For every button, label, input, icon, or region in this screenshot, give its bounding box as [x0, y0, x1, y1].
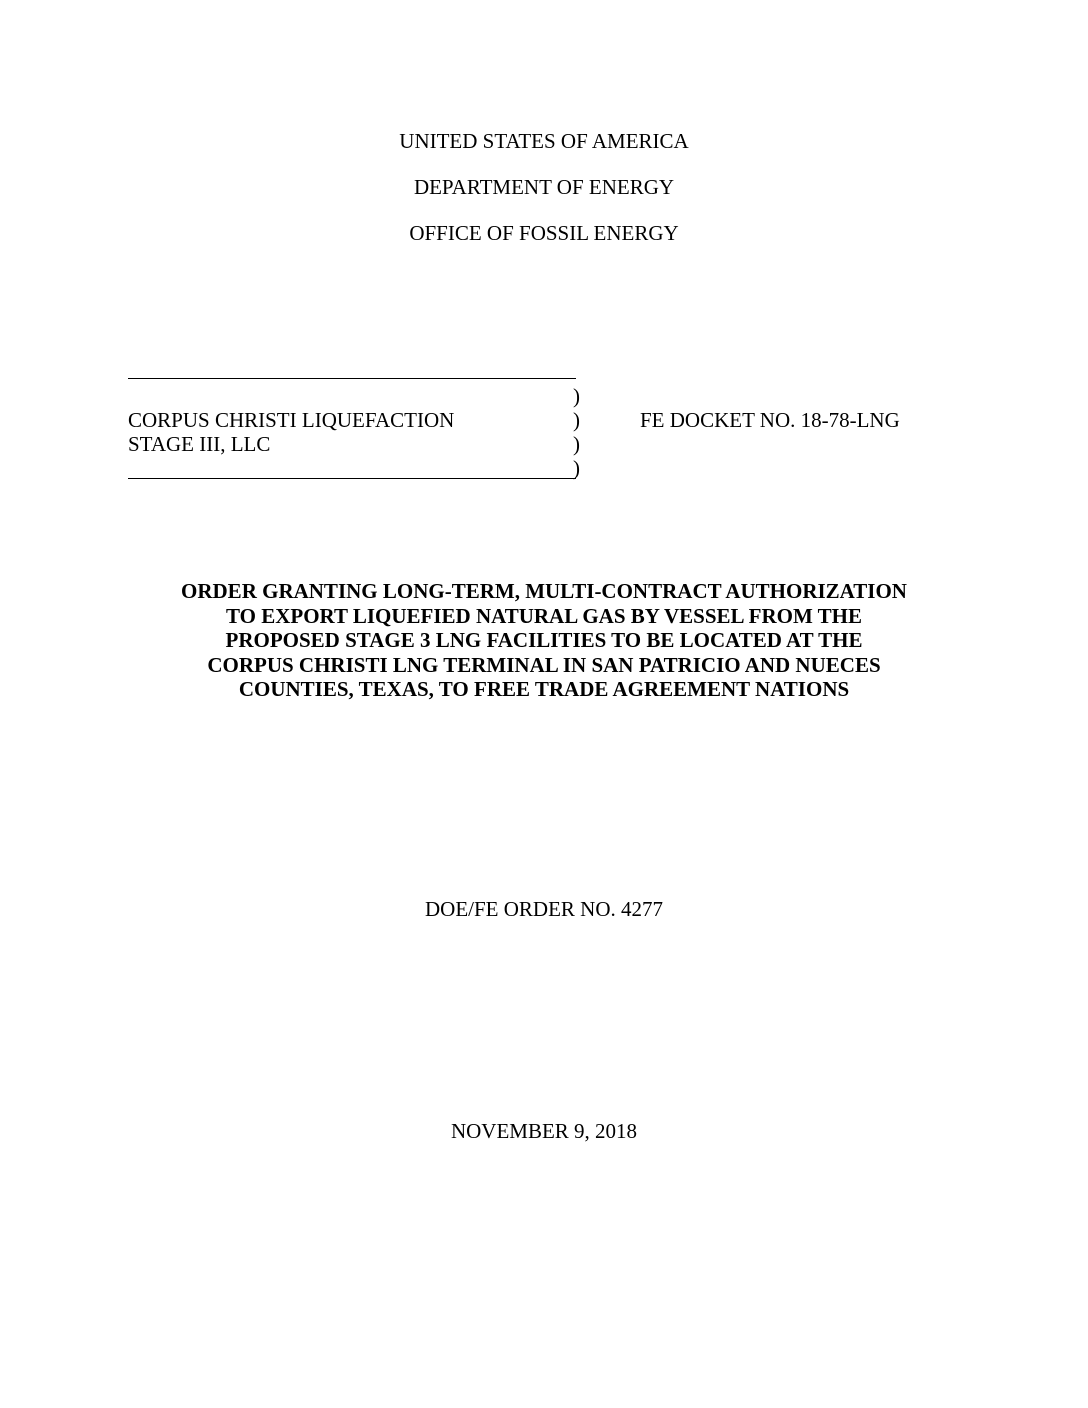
order-number: DOE/FE ORDER NO. 4277	[424, 897, 663, 921]
order-title-line-3: PROPOSED STAGE 3 LNG FACILITIES TO BE LOCATED AT THE	[225, 628, 863, 653]
header-country: UNITED STATES OF AMERICA	[399, 129, 689, 153]
header-department: DEPARTMENT OF ENERGY	[413, 175, 675, 199]
caption-party-line-1: CORPUS CHRISTI LIQUEFACTION	[128, 408, 455, 432]
caption-top-rule	[128, 378, 576, 379]
order-title-line-5: COUNTIES, TEXAS, TO FREE TRADE AGREEMENT NATIONS	[238, 677, 850, 702]
caption-paren-3: )	[573, 432, 580, 456]
docket-number: FE DOCKET NO. 18-78-LNG	[640, 408, 900, 432]
caption-party-line-2: STAGE III, LLC	[128, 432, 271, 456]
caption-paren-1: )	[573, 384, 580, 408]
header-office: OFFICE OF FOSSIL ENERGY	[409, 221, 679, 245]
order-date: NOVEMBER 9, 2018	[450, 1119, 638, 1143]
order-title-line-2: TO EXPORT LIQUEFIED NATURAL GAS BY VESSEL FROM THE	[225, 603, 863, 628]
order-title	[0, 579, 1088, 702]
caption-paren-4: )	[573, 456, 580, 480]
order-title-line-4: CORPUS CHRISTI LNG TERMINAL IN SAN PATRICIO AND NUECES	[207, 652, 881, 677]
caption-paren-2: )	[573, 408, 580, 432]
order-title-line-1: ORDER GRANTING LONG-TERM, MULTI-CONTRACT AUTHORIZATION	[181, 579, 907, 603]
caption-bottom-rule	[128, 478, 576, 479]
